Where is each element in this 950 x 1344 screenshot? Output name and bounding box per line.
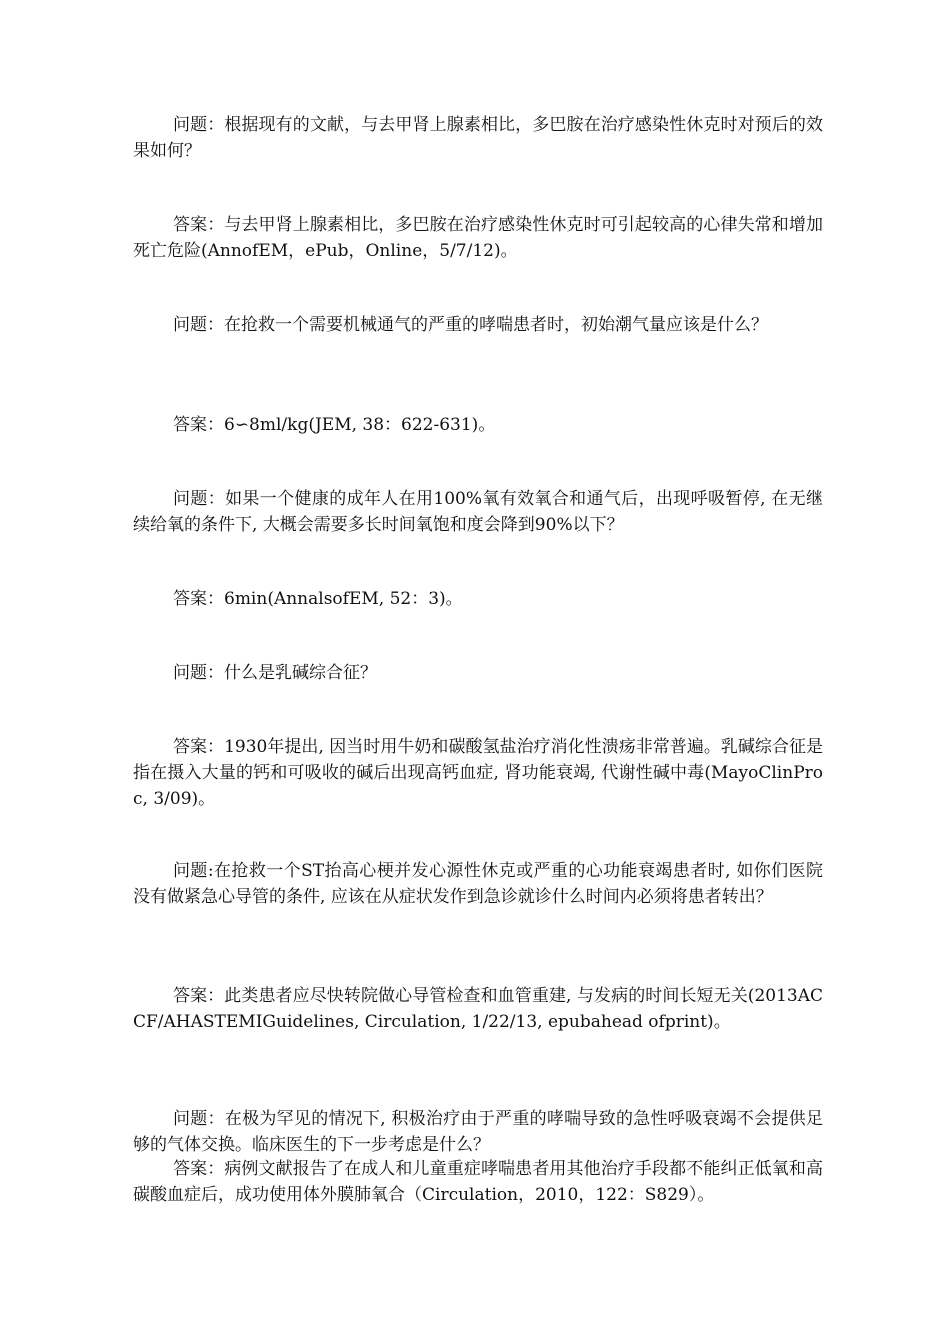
answer-2: 答案：6∽8ml/kg(JEM, 38：622-631)。 <box>173 415 496 435</box>
question-6: 问题：在极为罕见的情况下, 积极治疗由于严重的哮喘导致的急性呼吸衰竭不会提供足够的气体交换。临床医生的下一步考虑是什么？ <box>133 1109 823 1155</box>
question-2: 问题：在抢救一个需要机械通气的严重的哮喘患者时，初始潮气量应该是什么？ <box>173 315 768 335</box>
answer-4: 答案：1930年提出, 因当时用牛奶和碳酸氢盐治疗消化性溃疡非常普遍。乳碱综合征是指在摄入大量的钙和可吸收的碱后出现高钙血症, 肾功能衰竭, 代谢性碱中毒(MayoClinProc, 3/09)。 <box>133 737 823 809</box>
question-5: 问题:在抢救一个ST抬高心梗并发心源性休克或严重的心功能衰竭患者时, 如你们医院没有做紧急心导管的条件, 应该在从症状发作到急诊就诊什么时间内必须将患者转出？ <box>133 861 823 907</box>
answer-5: 答案：此类患者应尽快转院做心导管检查和血管重建, 与发病的时间长短无关(2013ACCF/AHASTEMIGuidelines, Circulation, 1/22/13, epubahead ofprint)。 <box>133 986 823 1032</box>
question-1: 问题：根据现有的文献，与去甲肾上腺素相比，多巴胺在治疗感染性休克时对预后的效果如何？ <box>133 115 823 161</box>
answer-3: 答案：6min(AnnalsofEM, 52：3)。 <box>173 589 463 609</box>
answer-1: 答案：与去甲肾上腺素相比，多巴胺在治疗感染性休克时可引起较高的心律失常和增加死亡危险(AnnofEM，ePub，Online，5/7/12)。 <box>133 215 823 261</box>
answer-6: 答案：病例文献报告了在成人和儿童重症哮喘患者用其他治疗手段都不能纠正低氧和高碳酸血症后，成功使用体外膜肺氧合（Circulation，2010，122：S829）。 <box>133 1159 823 1205</box>
question-4: 问题：什么是乳碱综合征？ <box>173 663 377 683</box>
question-3: 问题：如果一个健康的成年人在用100%氧有效氧合和通气后，出现呼吸暂停, 在无继续给氧的条件下, 大概会需要多长时间氧饱和度会降到90%以下？ <box>133 489 823 535</box>
